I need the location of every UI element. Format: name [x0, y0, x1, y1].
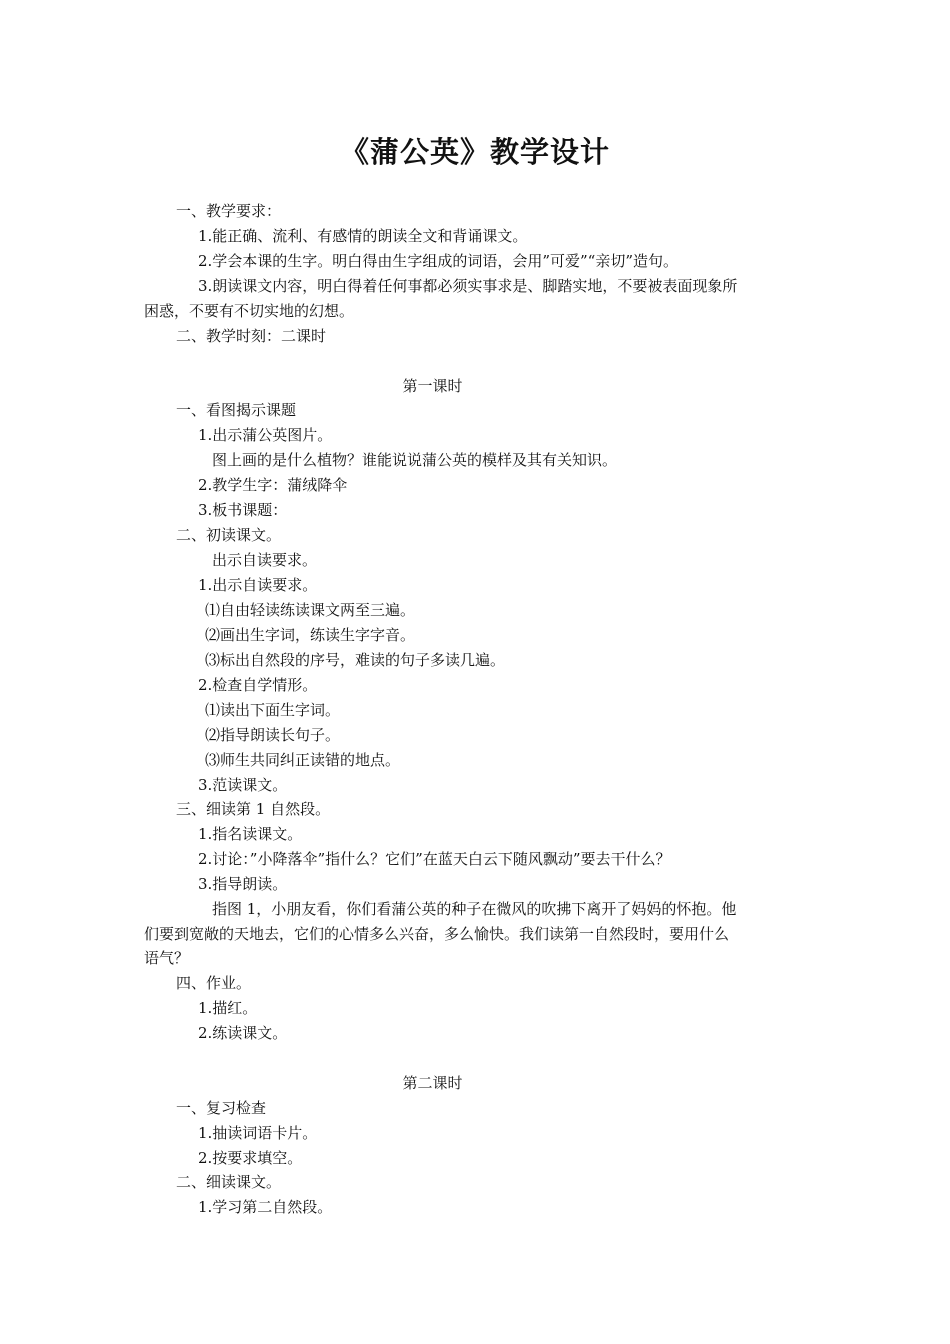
section-heading: 二、细读课文。 [176, 1173, 282, 1191]
paragraph-line: 困惑，不要有不切实地的幻想。 [144, 302, 355, 320]
paragraph-line: 出示自读要求。 [212, 551, 318, 569]
paragraph-line: 2.教学生字：蒲绒降伞 [198, 476, 348, 494]
paragraph-line: 图上画的是什么植物？谁能说说蒲公英的模样及其有关知识。 [212, 451, 618, 469]
section-heading: 二、教学时刻：二课时 [176, 327, 327, 345]
list-item: ⑶师生共同纠正读错的地点。 [205, 751, 401, 769]
list-item: ⑵指导朗读长句子。 [205, 726, 341, 744]
section-heading: 一、复习检查 [176, 1099, 267, 1117]
paragraph-line: 语气？ [144, 949, 190, 967]
paragraph-line: 2.按要求填空。 [198, 1149, 303, 1167]
list-item: ⑶标出自然段的序号，难读的句子多读几遍。 [205, 651, 506, 669]
list-item: ⑴自由轻读练读课文两至三遍。 [205, 601, 416, 619]
paragraph-line: 3.范读课文。 [198, 776, 288, 794]
document-title: 《蒲公英》教学设计 [339, 135, 610, 169]
paragraph-line: 2.讨论：”小降落伞”指什么？它们”在蓝天白云下随风飘动”要去干什么？ [198, 850, 671, 868]
paragraph-line: 1.描红。 [198, 999, 258, 1017]
list-item: ⑵画出生字词，练读生字字音。 [205, 626, 416, 644]
paragraph-line: 1.出示蒲公英图片。 [198, 426, 333, 444]
section-heading: 一、教学要求： [176, 202, 282, 220]
section-heading: 一、看图揭示课题 [176, 401, 297, 419]
section-heading: 四、作业。 [176, 974, 252, 992]
paragraph-line: 2.学会本课的生字。明白得由生字组成的词语，会用”可爱”“亲切”造句。 [198, 252, 678, 270]
paragraph-line: 1.学习第二自然段。 [198, 1198, 333, 1216]
paragraph-line: 指图 1，小朋友看，你们看蒲公英的种子在微风的吹拂下离开了妈妈的怀抱。他 [212, 900, 737, 918]
paragraph-line: 1.指名读课文。 [198, 825, 303, 843]
paragraph-line: 3.板书课题： [198, 501, 288, 519]
paragraph-line: 1.出示自读要求。 [198, 576, 318, 594]
paragraph-line: 2.练读课文。 [198, 1024, 288, 1042]
paragraph-line: 们要到宽敞的天地去，它们的心情多么兴奋，多么愉快。我们读第一自然段时，要用什么 [144, 925, 730, 943]
list-item: ⑴读出下面生字词。 [205, 701, 341, 719]
paragraph-line: 3.指导朗读。 [198, 875, 288, 893]
lesson-heading: 第二课时 [402, 1074, 463, 1092]
paragraph-line: 1.能正确、流利、有感情的朗读全文和背诵课文。 [198, 227, 528, 245]
lesson-heading: 第一课时 [402, 377, 463, 395]
section-heading: 三、细读第 1 自然段。 [176, 800, 331, 818]
paragraph-line: 1.抽读词语卡片。 [198, 1124, 318, 1142]
paragraph-line: 2.检查自学情形。 [198, 676, 318, 694]
paragraph-line: 3.朗读课文内容，明白得着任何事都必须实事求是、脚踏实地，不要被表面现象所 [198, 277, 738, 295]
section-heading: 二、初读课文。 [176, 526, 282, 544]
